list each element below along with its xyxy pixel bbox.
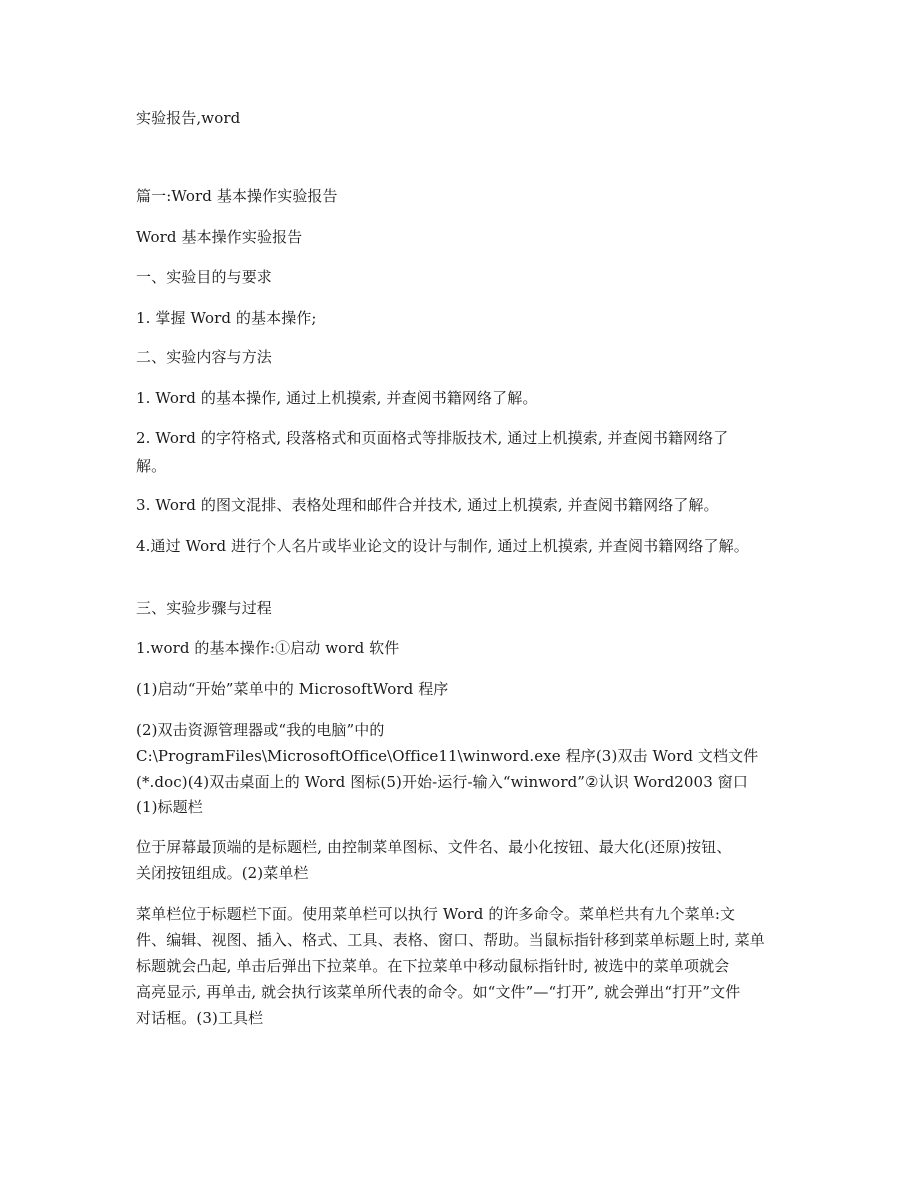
section-2-item-2: 2. Word 的字符格式, 段落格式和页面格式等排版技术, 通过上机摸索, 并查阅书籍网络了 bbox=[136, 429, 729, 447]
section-heading-1: 一、实验目的与要求 bbox=[136, 268, 272, 286]
section-2-item-2-cont: 解。 bbox=[136, 457, 167, 475]
paragraph-3-line-1: 位于屏幕最顶端的是标题栏, 由控制菜单图标、文件名、最小化按钮、最大化(还原)按钮、 bbox=[136, 838, 732, 856]
paragraph-4-line-5: 对话框。(3)工具栏 bbox=[136, 1009, 264, 1027]
paragraph-3-line-2: 关闭按钮组成。(2)菜单栏 bbox=[136, 864, 309, 882]
paragraph-4-line-3: 标题就会凸起, 单击后弹出下拉菜单。在下拉菜单中移动鼠标指针时, 被选中的菜单项就会 bbox=[136, 957, 730, 975]
paragraph-2-line-3: (*.doc)(4)双击桌面上的 Word 图标(5)开始-运行-输入“winword”②认识 Word2003 窗口 bbox=[136, 773, 748, 791]
paragraph-4-line-2: 件、编辑、视图、插入、格式、工具、表格、窗口、帮助。当鼠标指针移到菜单标题上时, 菜单 bbox=[136, 931, 765, 949]
paragraph-2-line-2: C:\ProgramFiles\MicrosoftOffice\Office11\winword.exe 程序(3)双击 Word 文档文件 bbox=[136, 747, 759, 765]
paragraph-4-line-1: 菜单栏位于标题栏下面。使用菜单栏可以执行 Word 的许多命令。菜单栏共有九个菜单:文 bbox=[136, 905, 736, 923]
section-heading-3: 三、实验步骤与过程 bbox=[136, 599, 272, 617]
paragraph-2-line-1: (2)双击资源管理器或“我的电脑”中的 bbox=[136, 721, 385, 739]
report-title: Word 基本操作实验报告 bbox=[136, 228, 303, 246]
section-3-item-2: (1)启动“开始”菜单中的 MicrosoftWord 程序 bbox=[136, 680, 449, 698]
paragraph-2-line-4: (1)标题栏 bbox=[136, 798, 203, 816]
section-2-item-1: 1. Word 的基本操作, 通过上机摸索, 并查阅书籍网络了解。 bbox=[136, 389, 538, 407]
section-2-item-3: 3. Word 的图文混排、表格处理和邮件合并技术, 通过上机摸索, 并查阅书籍网络了解。 bbox=[136, 496, 719, 514]
section-3-item-1: 1.word 的基本操作:①启动 word 软件 bbox=[136, 639, 400, 657]
section-1-item-1: 1. 掌握 Word 的基本操作; bbox=[136, 309, 317, 327]
section-heading-2: 二、实验内容与方法 bbox=[136, 348, 272, 366]
paragraph-4-line-4: 高亮显示, 再单击, 就会执行该菜单所代表的命令。如“文件”—“打开”, 就会弹出“打开”文件 bbox=[136, 983, 741, 1001]
document-title: 实验报告,word bbox=[136, 109, 241, 127]
part-heading: 篇一:Word 基本操作实验报告 bbox=[136, 187, 338, 205]
section-2-item-4: 4.通过 Word 进行个人名片或毕业论文的设计与制作, 通过上机摸索, 并查阅书籍网络了解。 bbox=[136, 537, 749, 555]
